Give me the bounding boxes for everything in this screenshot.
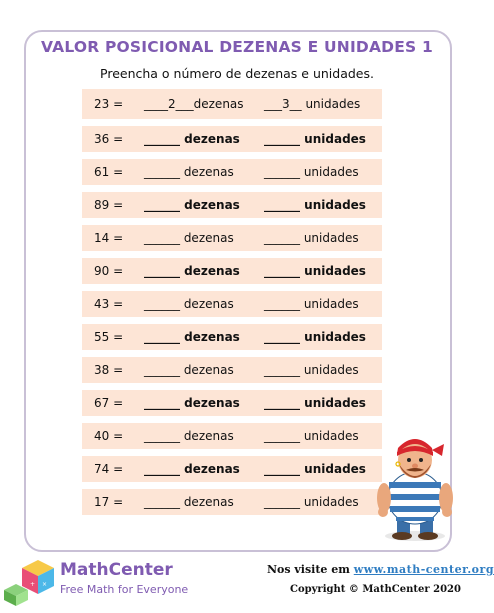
brand-name: MathCenter bbox=[60, 560, 173, 580]
units-blank: ______ unidades bbox=[264, 495, 359, 509]
tens-blank: ______ dezenas bbox=[144, 198, 240, 212]
units-blank: ______ unidades bbox=[264, 132, 366, 146]
svg-text:×: × bbox=[42, 581, 48, 588]
units-blank: ______ unidades bbox=[264, 330, 366, 344]
exercise-row bbox=[82, 357, 382, 383]
tens-blank: ______ dezenas bbox=[144, 495, 234, 509]
visit-prefix: Nos visite em bbox=[267, 563, 350, 576]
exercise-number: 55 = bbox=[94, 330, 124, 344]
tens-blank: ______ dezenas bbox=[144, 363, 234, 377]
exercise-number: 40 = bbox=[94, 429, 124, 443]
units-blank: ______ unidades bbox=[264, 198, 366, 212]
exercise-row bbox=[82, 390, 382, 416]
exercise-number: 38 = bbox=[94, 363, 124, 377]
exercise-number: 43 = bbox=[94, 297, 124, 311]
tens-blank: ______ dezenas bbox=[144, 429, 234, 443]
website-link[interactable]: www.math-center.org bbox=[353, 563, 494, 576]
units-blank: ______ unidades bbox=[264, 462, 366, 476]
tens-blank: ______ dezenas bbox=[144, 462, 240, 476]
exercise-number: 36 = bbox=[94, 132, 124, 146]
exercise-number: 90 = bbox=[94, 264, 124, 278]
tens-blank: ______ dezenas bbox=[144, 165, 234, 179]
exercise-list bbox=[82, 89, 382, 522]
brand-tagline: Free Math for Everyone bbox=[60, 583, 189, 596]
visit-line bbox=[267, 563, 494, 576]
worksheet-instructions: Preencha o número de dezenas e unidades. bbox=[100, 66, 374, 81]
exercise-number: 17 = bbox=[94, 495, 124, 509]
exercise-number: 67 = bbox=[94, 396, 124, 410]
exercise-row bbox=[82, 258, 382, 284]
exercise-row bbox=[82, 324, 382, 350]
exercise-number: 74 = bbox=[94, 462, 124, 476]
units-answer: ___3__ unidades bbox=[264, 97, 361, 111]
tens-blank: ______ dezenas bbox=[144, 297, 234, 311]
exercise-row bbox=[82, 126, 382, 152]
units-blank: ______ unidades bbox=[264, 165, 359, 179]
svg-text:+: + bbox=[30, 581, 36, 588]
tens-blank: ______ dezenas bbox=[144, 330, 240, 344]
units-blank: ______ unidades bbox=[264, 396, 366, 410]
exercise-row bbox=[82, 159, 382, 185]
tens-answer: ____2___dezenas bbox=[144, 97, 244, 111]
tens-blank: ______ dezenas bbox=[144, 396, 240, 410]
exercise-number: 61 = bbox=[94, 165, 124, 179]
exercise-row bbox=[82, 291, 382, 317]
exercise-row bbox=[82, 225, 382, 251]
exercise-row bbox=[82, 456, 382, 482]
exercise-number: 14 = bbox=[94, 231, 124, 245]
tens-blank: ______ dezenas bbox=[144, 132, 240, 146]
exercise-row bbox=[82, 89, 382, 119]
units-blank: ______ unidades bbox=[264, 363, 359, 377]
exercise-row bbox=[82, 489, 382, 515]
units-blank: ______ unidades bbox=[264, 297, 359, 311]
worksheet-title: VALOR POSICIONAL DEZENAS E UNIDADES 1 bbox=[41, 38, 433, 56]
units-blank: ______ unidades bbox=[264, 264, 366, 278]
exercise-row bbox=[82, 192, 382, 218]
pirate-illustration bbox=[372, 428, 458, 543]
tens-blank: ______ dezenas bbox=[144, 264, 240, 278]
exercise-number: 23 = bbox=[94, 97, 124, 111]
copyright-text: Copyright © MathCenter 2020 bbox=[290, 584, 461, 595]
units-blank: ______ unidades bbox=[264, 231, 359, 245]
units-blank: ______ unidades bbox=[264, 429, 359, 443]
exercise-row bbox=[82, 423, 382, 449]
tens-blank: ______ dezenas bbox=[144, 231, 234, 245]
exercise-number: 89 = bbox=[94, 198, 124, 212]
